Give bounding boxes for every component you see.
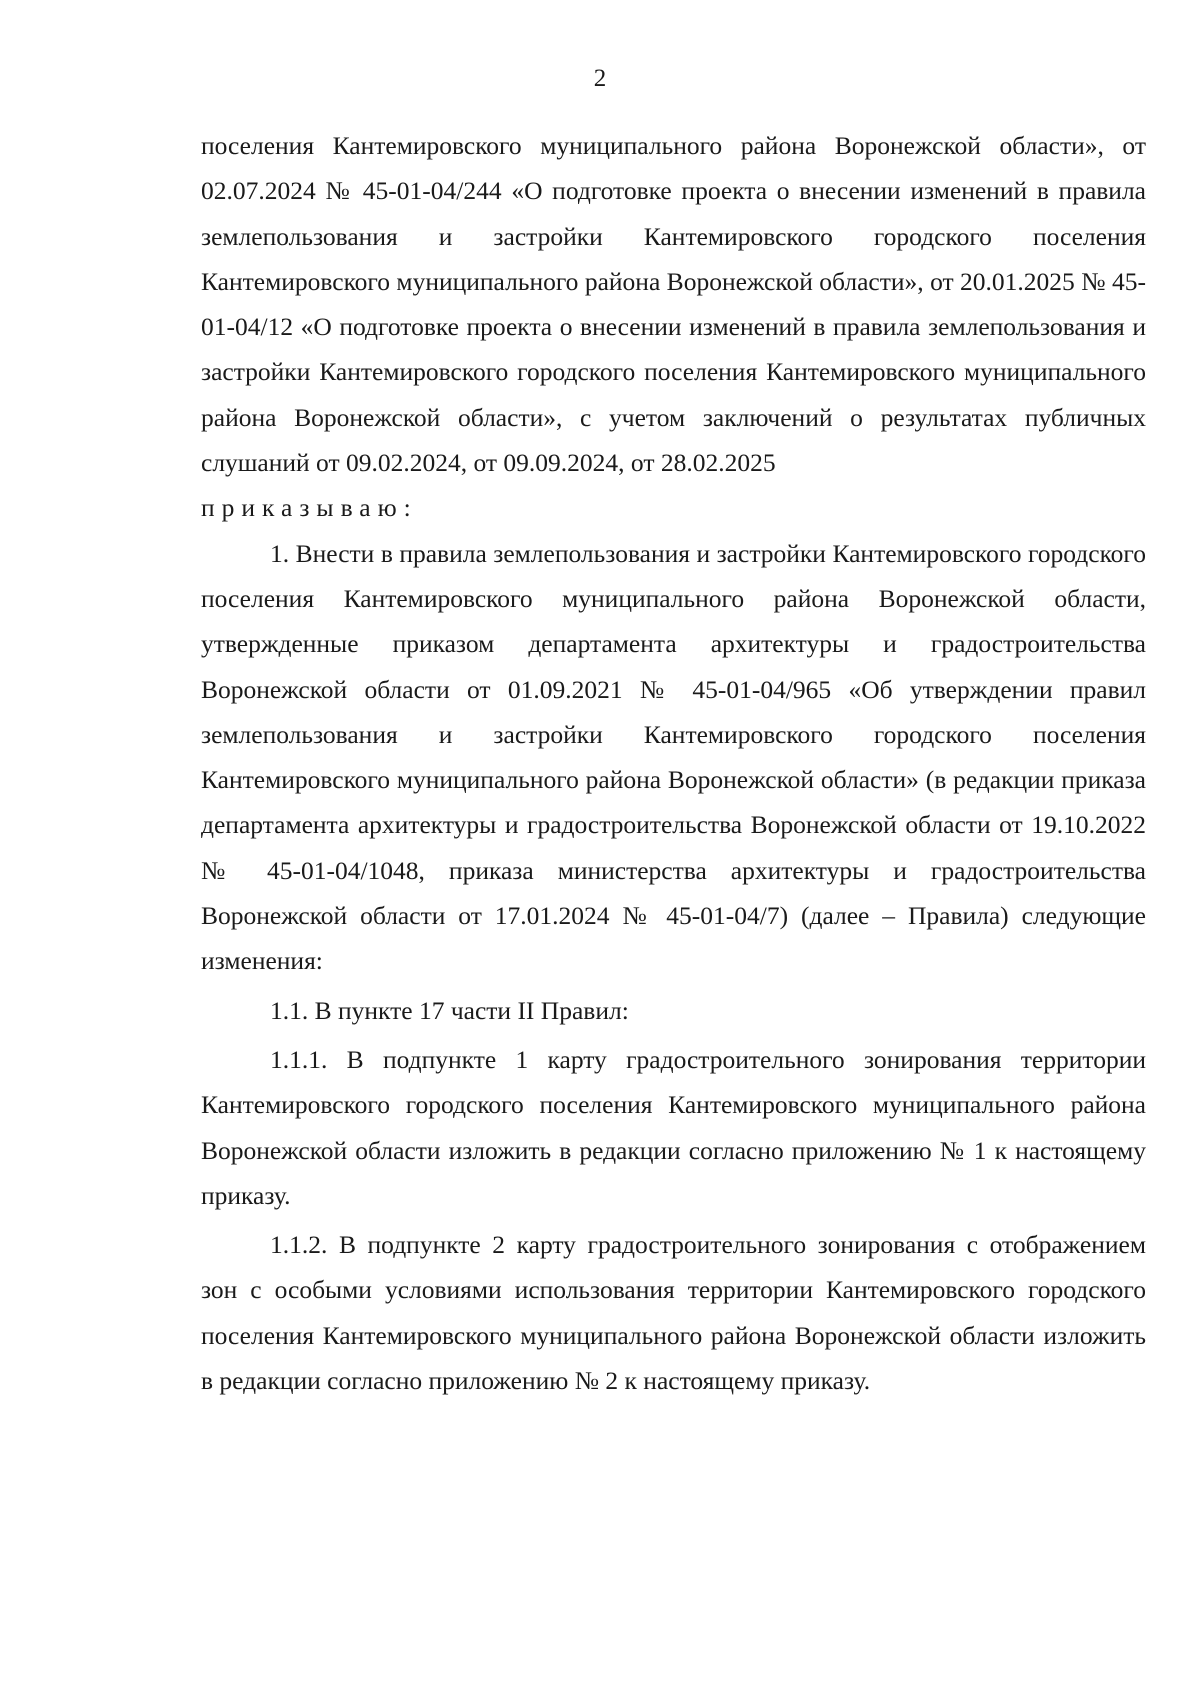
order-word: приказываю: [201,493,418,523]
intro-paragraph: поселения Кантемировского муниципального района Воронежской области», от 02.07.2024 № 45-01-04/244 «О подготовке проекта о внесении изменений в правила землепользования и застройки Кантемировского городского поселения Кантемировского муниципального района Воронежской области», от 20.01.2025 № 45-01-04/12 «О подготовке проекта о внесении изменений в правила землепользования и застройки Кантемировского городского поселения Кантемировского муниципального района Воронежской области», с учетом заключений о результатах публичных слушаний от 09.02.2024, от 09.09.2024, от 28.02.2025 [201,131,1146,478]
item-1-1-1-paragraph: 1.1.1. В подпункте 1 карту градостроительного зонирования территории Кантемировского городского поселения Кантемировского муниципального района Воронежской области изложить в редакции согласно приложению № 1 к настоящему приказу. [201,1044,1146,1210]
document-body [201,123,1146,1403]
item-1-paragraph: 1. Внести в правила землепользования и застройки Кантемировского городского поселения Кантемировского муниципального района Воронежской области, утвержденные приказом департамента архитектуры и градостроительства Воронежской области от 01.09.2021 № 45-01-04/965 «Об утверждении правил землепользования и застройки Кантемировского городского поселения Кантемировского муниципального района Воронежской области» (в редакции приказа департамента архитектуры и градостроительства Воронежской области от 19.10.2022 № 45-01-04/1048, приказа министерства архитектуры и градостроительства Воронежской области от 17.01.2024 № 45-01-04/7) (далее – Правила) следующие изменения: [201,538,1146,976]
item-1-1-paragraph: 1.1. В пункте 17 части II Правил: [270,995,629,1025]
item-1-1-2-paragraph: 1.1.2. В подпункте 2 карту градостроительного зонирования с отображением зон с особыми условиями использования территории Кантемировского городского поселения Кантемировского муниципального района Воронежской области изложить в редакции согласно приложению № 2 к настоящему приказу. [201,1230,1146,1396]
page-number: 2 [593,65,607,92]
